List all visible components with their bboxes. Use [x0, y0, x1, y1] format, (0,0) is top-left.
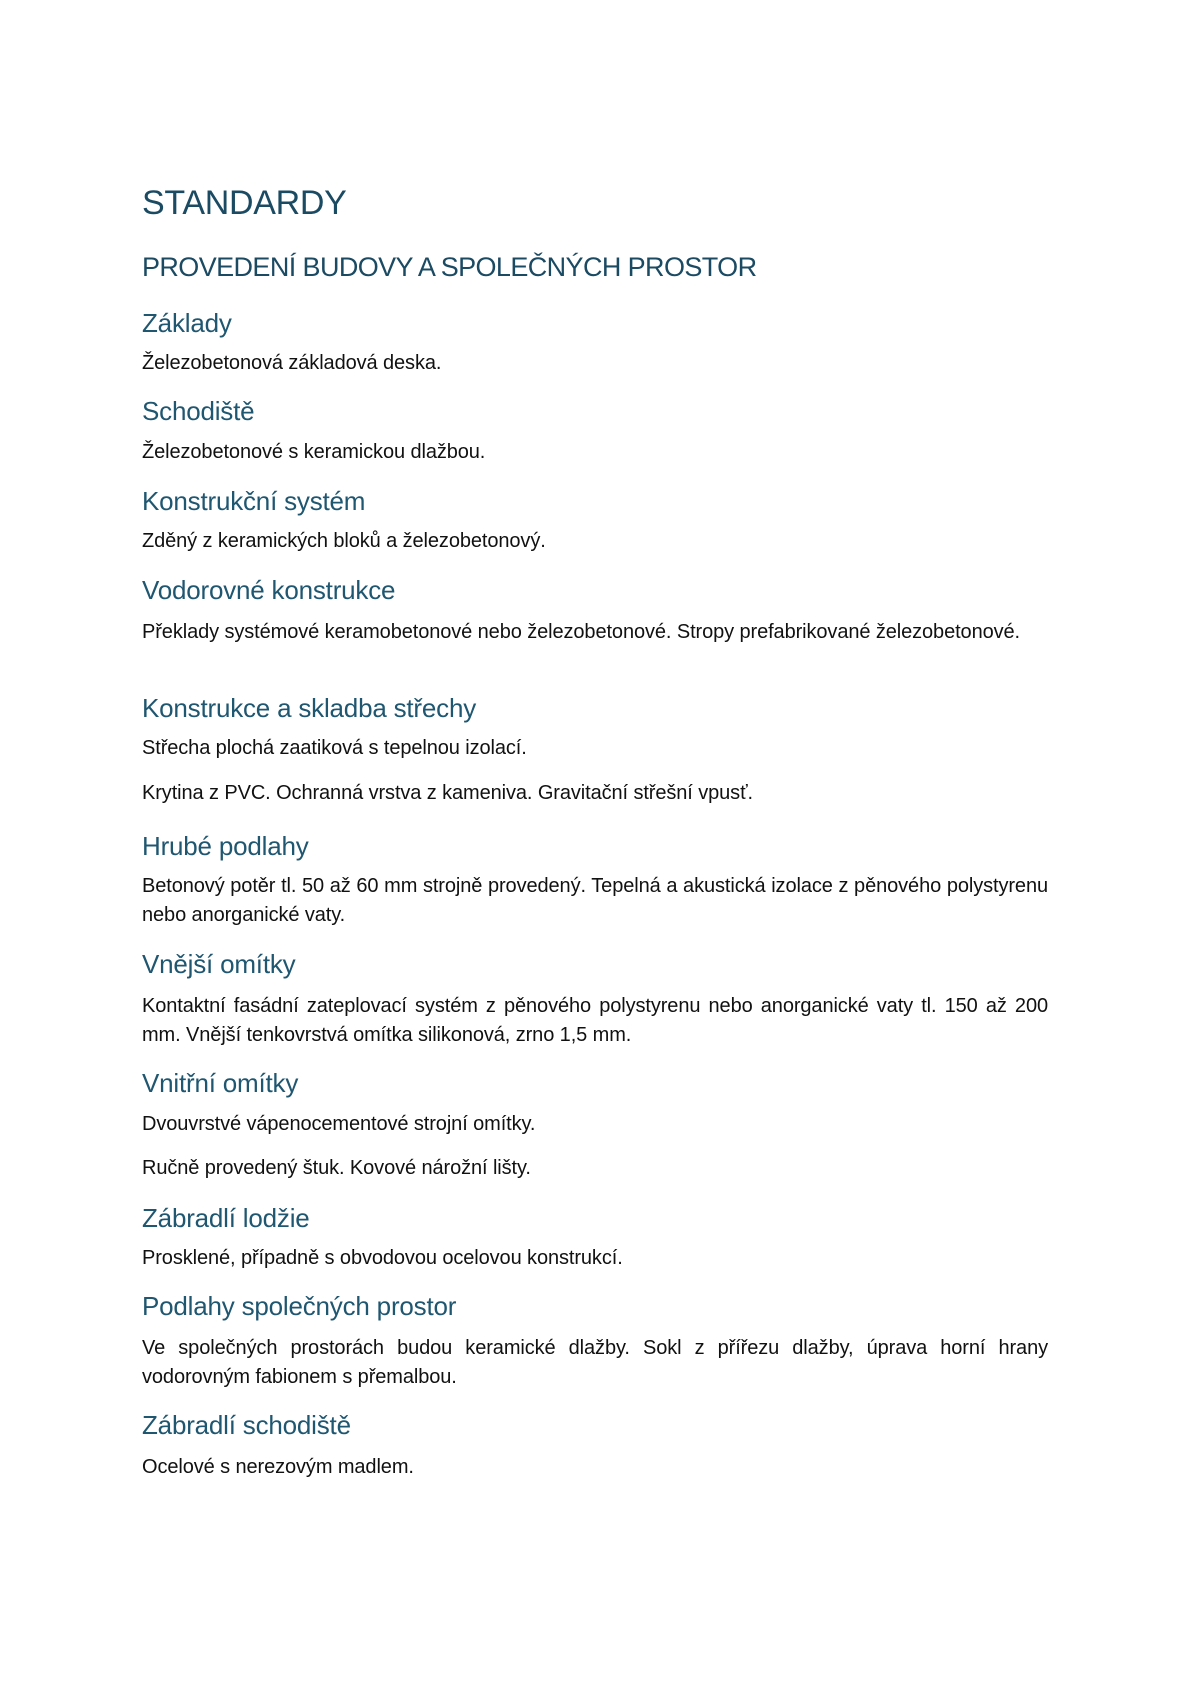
section-paragraph: Zděný z keramických bloků a železobetonový.: [142, 530, 546, 552]
section-paragraph: Železobetonové s keramickou dlažbou.: [142, 441, 486, 463]
section-paragraph: Ocelové s nerezovým madlem.: [142, 1456, 414, 1478]
section-heading-vodorovne-konstrukce: Vodorovné konstrukce: [142, 575, 396, 605]
section-heading-zabradli-schodiste: Zábradlí schodiště: [142, 1410, 351, 1440]
section-heading-konstrukcni-system: Konstrukční systém: [142, 486, 366, 516]
section-heading-vnitrni-omitky: Vnitřní omítky: [142, 1068, 299, 1098]
section-paragraph: Dvouvrstvé vápenocementové strojní omítky.: [142, 1113, 536, 1135]
section-paragraph: Ručně provedený štuk. Kovové nárožní lišty.: [142, 1157, 531, 1179]
section-heading-hrube-podlahy: Hrubé podlahy: [142, 831, 309, 861]
section-heading-zabradli-lodzie: Zábradlí lodžie: [142, 1203, 310, 1233]
page-subtitle: PROVEDENÍ BUDOVY A SPOLEČNÝCH PROSTOR: [142, 252, 757, 282]
section-heading-strecha: Konstrukce a skladba střechy: [142, 693, 477, 723]
section-paragraph: Střecha plochá zaatiková s tepelnou izolací.: [142, 737, 527, 759]
section-heading-podlahy-spolecnych-prostor: Podlahy společných prostor: [142, 1291, 457, 1321]
section-paragraph: Železobetonová základová deska.: [142, 352, 442, 374]
page-title: STANDARDY: [142, 184, 347, 222]
section-paragraph: Krytina z PVC. Ochranná vrstva z kameniva. Gravitační střešní vpusť.: [142, 782, 753, 804]
section-paragraph: Betonový potěr tl. 50 až 60 mm strojně provedený. Tepelná a akustická izolace z pěnového polystyrenu nebo anorganické vaty.: [142, 875, 1048, 926]
section-heading-vnejsi-omitky: Vnější omítky: [142, 949, 296, 979]
section-heading-zaklady: Základy: [142, 308, 232, 338]
section-heading-schodiste: Schodiště: [142, 396, 255, 426]
section-paragraph: Ve společných prostorách budou keramické dlažby. Sokl z přířezu dlažby, úprava horní hrany vodorovným fabionem s přemalbou.: [142, 1337, 1048, 1388]
section-paragraph: Překlady systémové keramobetonové nebo železobetonové. Stropy prefabrikované železobetonové.: [142, 621, 1021, 643]
section-paragraph: Prosklené, případně s obvodovou ocelovou konstrukcí.: [142, 1247, 623, 1269]
section-paragraph: Kontaktní fasádní zateplovací systém z pěnového polystyrenu nebo anorganické vaty tl. 150 až 200 mm. Vnější tenkovrstvá omítka silikonová, zrno 1,5 mm.: [142, 995, 1048, 1046]
